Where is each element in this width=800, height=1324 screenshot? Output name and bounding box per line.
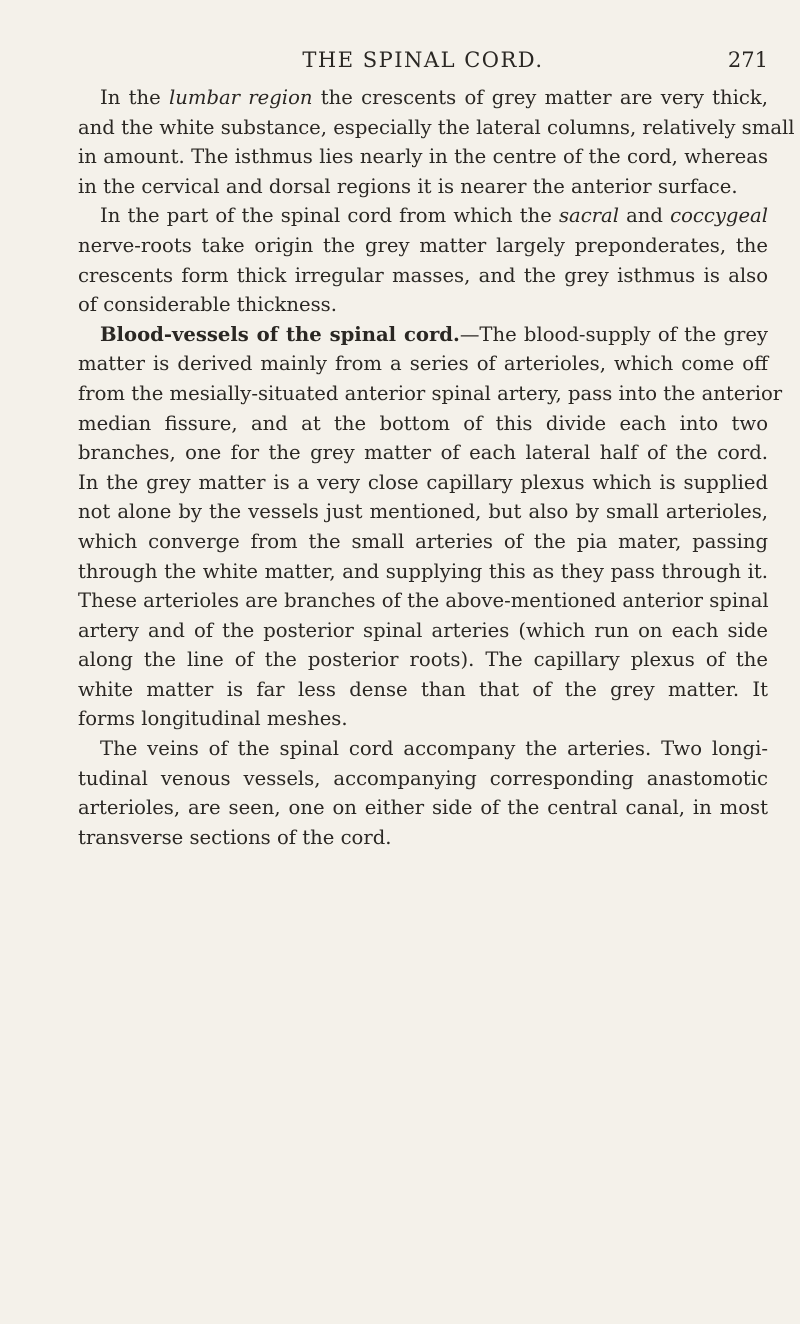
text-line: [78, 764, 768, 794]
text-run: in amount. The isthmus lies nearly in the centre of the cord, whereas: [78, 145, 768, 169]
text-run: median fissure, and at the bottom of this divide each into two: [78, 411, 768, 435]
text-line: [78, 557, 768, 587]
running-title: THE SPINAL CORD.: [302, 48, 544, 72]
text-line: [78, 675, 768, 705]
text-line: [78, 349, 768, 379]
text-line: [78, 231, 768, 261]
text-run: matter is derived mainly from a series of arterioles, which come off: [78, 352, 768, 376]
page-number: 271: [727, 48, 768, 72]
text-run: and: [618, 204, 671, 228]
text-line: [78, 201, 768, 231]
text-run: and the white substance, especially the lateral columns, relatively small: [78, 115, 795, 139]
text-line: [78, 379, 783, 409]
text-line: [78, 409, 768, 439]
text-run: —The blood-supply of the grey: [459, 322, 768, 346]
text-line: [78, 468, 768, 498]
text-line: [78, 320, 768, 350]
paragraph: [78, 201, 768, 319]
text-line: [78, 438, 768, 468]
text-run: branches, one for the grey matter of each lateral half of the cord.: [78, 441, 768, 465]
text-run: nerve-roots take origin the grey matter largely preponderates, the: [78, 233, 768, 257]
text-run: through the white matter, and supplying this as they pass through it.: [78, 559, 768, 583]
text-line: [78, 645, 768, 675]
text-run: from the mesially-situated anterior spinal artery, pass into the anterior: [78, 381, 783, 405]
text-run: along the line of the posterior roots). The capillary plexus of the: [78, 648, 768, 672]
text-run: the crescents of grey matter are very thick,: [312, 86, 768, 109]
text-run: forms longitudinal meshes.: [78, 707, 348, 731]
text-run: white matter is far less dense than that of the grey matter. It: [78, 677, 768, 701]
text-line: [78, 823, 768, 853]
text-run: artery and of the posterior spinal arteries (which run on each side: [78, 618, 768, 642]
text-line: [78, 586, 768, 616]
section-heading: Blood-vessels of the spinal cord.: [100, 322, 460, 346]
text-line: [78, 793, 768, 823]
italic-term: sacral: [558, 204, 619, 228]
text-run: in the cervical and dorsal regions it is nearer the anterior surface.: [78, 174, 738, 198]
text-run: The veins of the spinal cord accompany the arteries. Two longi-: [100, 737, 768, 761]
text-run: tudinal venous vessels, accompanying corresponding anastomotic: [78, 766, 768, 790]
text-line: [78, 734, 768, 764]
paragraph: [78, 320, 783, 734]
text-line: [78, 113, 795, 143]
text-run: arterioles, are seen, one on either side of the central canal, in most: [78, 796, 768, 820]
text-run: crescents form thick irregular masses, and the grey isthmus is also: [78, 263, 768, 287]
text-line: [78, 261, 768, 291]
running-head: [78, 0, 768, 80]
text-line: [78, 142, 768, 172]
text-run: not alone by the vessels just mentioned, but also by small arterioles,: [78, 500, 768, 524]
text-line: [78, 616, 768, 646]
book-page: [78, 0, 795, 849]
text-line: [78, 172, 768, 202]
paragraph: [78, 734, 768, 852]
text-line: [78, 527, 768, 557]
text-line: [78, 497, 768, 527]
text-run: of considerable thickness.: [78, 293, 337, 317]
text-run: which converge from the small arteries of the pia mater, passing: [78, 529, 768, 553]
text-line: [78, 290, 768, 320]
text-line: [78, 83, 768, 113]
italic-term: lumbar region: [168, 86, 313, 109]
text-run: In the: [100, 86, 169, 109]
paragraph: [78, 83, 795, 201]
text-run: In the grey matter is a very close capillary plexus which is supplied: [78, 470, 768, 494]
text-run: In the part of the spinal cord from which the: [100, 204, 559, 228]
text-line: [78, 704, 768, 734]
text-run: transverse sections of the cord.: [78, 825, 392, 849]
text-run: These arterioles are branches of the above-mentioned anterior spinal: [78, 589, 769, 613]
body-text: [78, 83, 795, 852]
italic-term: coccygeal: [670, 204, 768, 228]
